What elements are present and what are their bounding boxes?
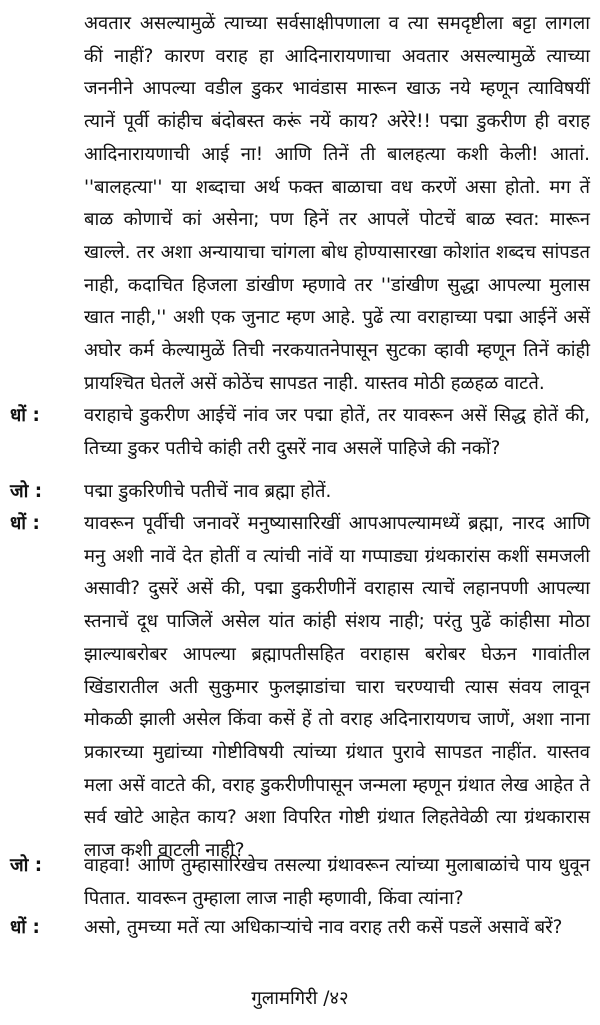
speech-text: असो, तुमच्या मतें त्या अधिकाऱ्यांचे नाव वराह तरी कसें पडलें असावें बरें? xyxy=(84,917,563,938)
intro-paragraph: अवतार असल्यामुळें त्याच्या सर्वसाक्षीपणाला व त्या समदृष्टीला बट्टा लागला कीं नाहीं? कारण वराह हा आदिनारायणाचा अवतार असल्यामुळें त्याच्या जननीने आपल्या वडील डुकर भावंडास मारून खाऊ नये म्हणून त्याविषयीं त्यानें पूर्वी कांहीच बंदोबस्त करूं नयें काय? अरेरे!! पद्मा डुकरीण ही वराह आदिनारायणाची आई ना! आणि तिनें ती बालहत्या कशी केली! आतां. ''बालहत्या'' या शब्दाचा अर्थ फक्त बाळाचा वध करणें असा होतो. मग तें बाळ कोणाचें कां असेना; पण हिनें तर आपलें पोटचें बाळ स्वत: मारून खाल्ले. तर अशा अन्यायाचा चांगला बोध होण्यासारखा कोशांत शब्दच सांपडत नाही, कदाचित हिजला डांखीण म्हणावे तर ''डांखीण सुद्धा आपल्या मुलास खात नाही,'' अशी एक जुनाट म्हण आहे. पुढें त्या वराहाच्या पद्मा आईनें असें अघोर कर्म केल्यामुळें तिची नरकयातनेपासून सुटका व्हावी म्हणून तिनें कांही प्रायश्चित घेतलें असें कोठेंच सापडत नाही. यास्तव मोठी हळहळ वाटते. xyxy=(84,13,590,394)
speaker-label: धों : xyxy=(10,917,40,938)
speaker-label: जो : xyxy=(10,855,43,876)
speaker-label: जो : xyxy=(10,481,43,502)
page-footer: गुलामगिरी /४२ xyxy=(251,988,349,1009)
speech-text: वराहाचे डुकरीण आईचें नांव जर पद्मा होतें, तर यावरून असें सिद्ध होतें की, तिच्या डुकर पतीचे कांही तरी दुसरें नाव असलें पाहिजे की नकों? xyxy=(84,405,590,459)
speaker-label: धों : xyxy=(10,513,40,534)
speech-text: पद्मा डुकरिणीचे पतीचें नाव ब्रह्मा होतें. xyxy=(84,481,332,502)
speaker-label: धों : xyxy=(10,405,40,426)
speech-text: वाहवा! आणि तुम्हासारिखेच तसल्या ग्रंथावरून त्यांच्या मुलाबाळांचे पाय धुवून पितात. यावरून तुम्हाला लाज नाही म्हणावी, किंवा त्यांना? xyxy=(84,855,590,909)
speech-text: यावरून पूर्वीची जनावरें मनुष्यासारिखीं आपआपल्यामध्यें ब्रह्मा, नारद आणि मनु अशी नावें देत होतीं व त्यांची नांवें या गप्पाड्या ग्रंथकारांस कशीं समजली असावी? दुसरें असें की, पद्मा डुकरीणीनें वराहास त्याचें लहानपणी आपल्या स्तनाचें दूध पाजिलें असेल यांत कांही संशय नाही; परंतु पुढें कांहीसा मोठा झाल्याबरोबर आपल्या ब्रह्मापतीसहित वराहास बरोबर घेऊन गावांतील खिंडारातील अती सुकुमार फुलझाडांचा चारा चरण्याची त्यास संवय लावून मोकळी झाली असेल किंवा कसें हें तो वराह अदिनारायणच जाणें, अशा नाना प्रकारच्या मुद्यांच्या गोष्टीविषयी त्यांच्या ग्रंथात पुरावे सापडत नाहींत. यास्तव मला असें वाटते की, वराह डुकरीणीपासून जन्मला म्हणून ग्रंथात लेख आहेत ते सर्व खोटे आहेत काय? अशा विपरित गोष्टी ग्रंथात लिहतेवेळी त्या ग्रंथकारास लाज कशी वाटली नाही? xyxy=(84,513,590,862)
